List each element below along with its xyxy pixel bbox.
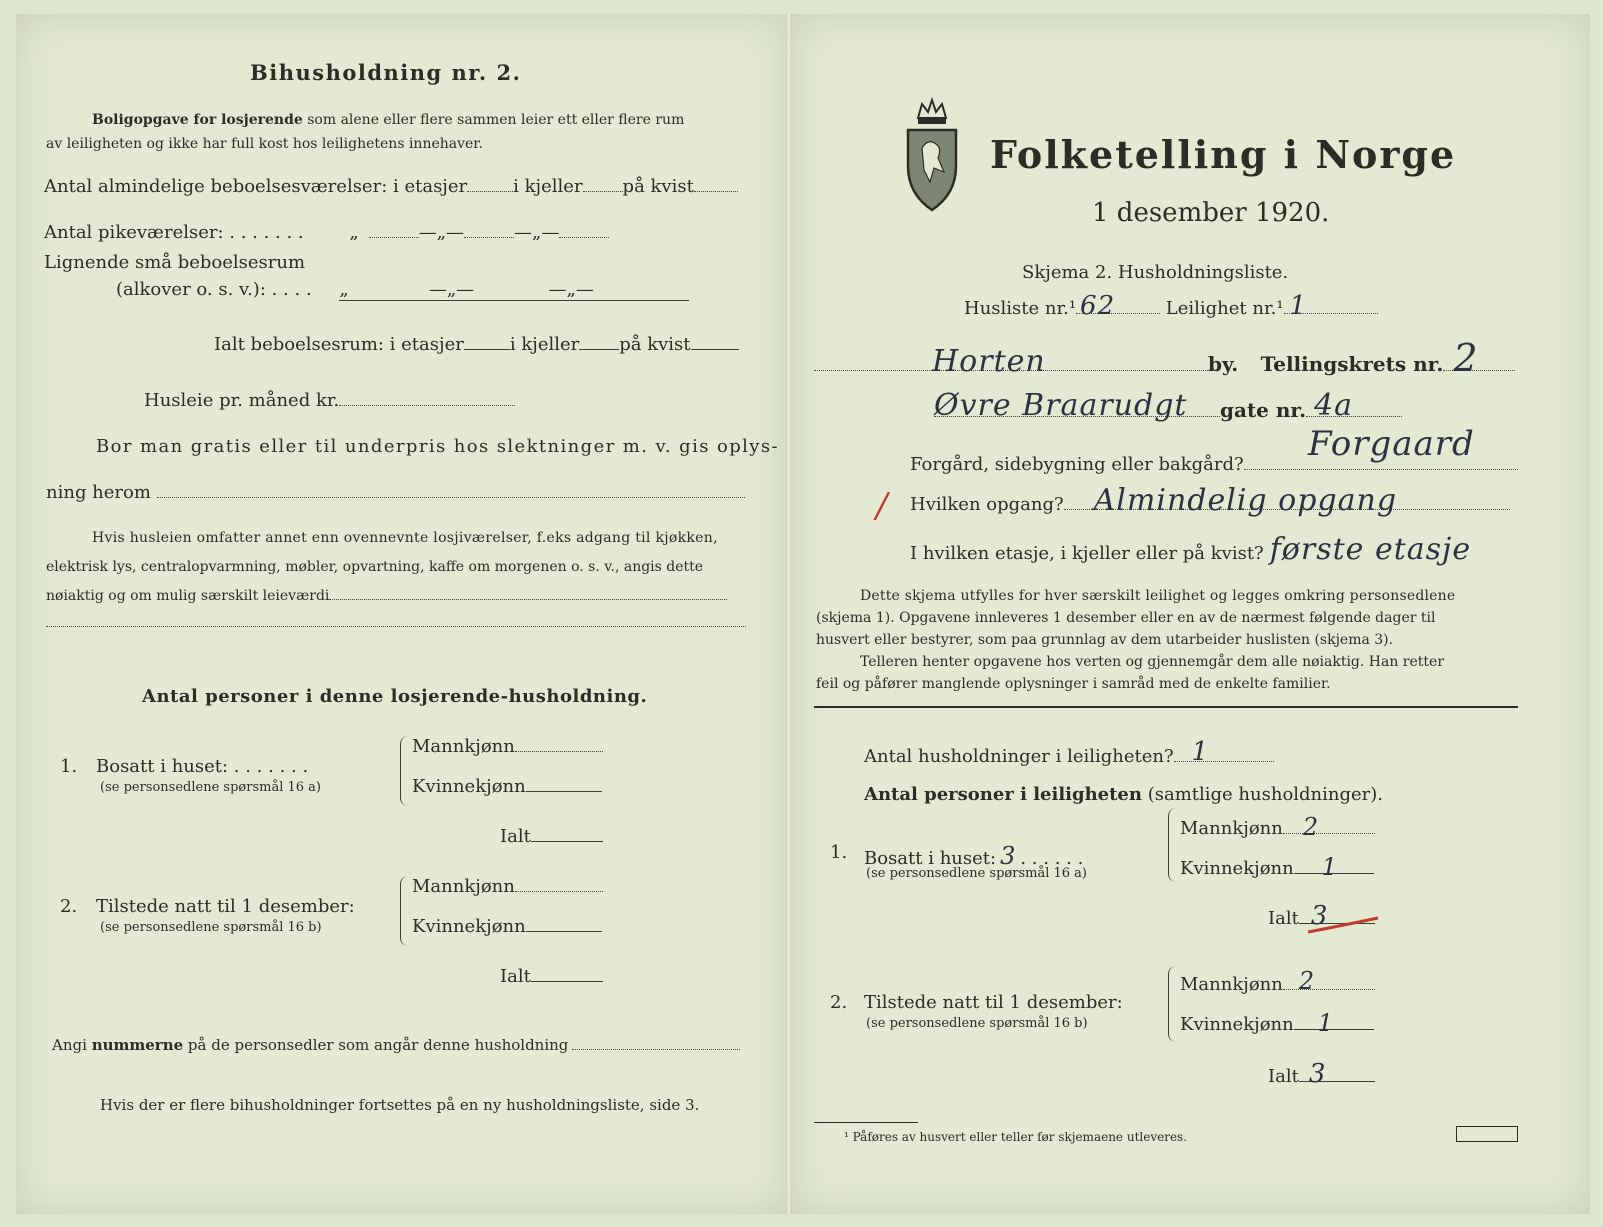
left-q2-brace — [400, 876, 411, 946]
lignende-row: (alkover o. s. v.): . . . . „ —„— —„— — [116, 279, 689, 301]
footnote: ¹ Påføres av husvert eller teller før skjemaene utleveres. — [844, 1130, 1188, 1144]
hvis-line3: nøiaktig og om mulig særskilt leieværdi — [46, 588, 727, 604]
husliste-row: Husliste nr.¹ 62 Leilighet nr.¹ 1 — [964, 298, 1378, 319]
right-q2-ialt: Ialt 3 — [1268, 1066, 1375, 1087]
right-q1-brace — [1168, 808, 1179, 882]
red-check-stroke — [1306, 914, 1380, 936]
left-q2-kvinne: Kvinnekjønn — [412, 916, 602, 937]
left-title: Bihusholdning nr. 2. — [250, 60, 522, 85]
left-q2-mann: Mannkjønn — [412, 876, 603, 897]
right-q2-kvinne: Kvinnekjønn 1 — [1180, 1014, 1374, 1035]
info-line1: Dette skjema utfylles for hver særskilt leilighet og legges omkring personsedlene — [860, 588, 1456, 604]
right-q1-num: 1. — [830, 842, 848, 863]
right-q2-label: Tilstede natt til 1 desember: — [864, 992, 1123, 1013]
left-q1-ialt: Ialt — [500, 826, 603, 847]
left-q1-label: Bosatt i huset: . . . . . . . — [96, 756, 309, 777]
right-q2-mann: Mannkjønn 2 — [1180, 974, 1375, 995]
left-footer: Hvis der er flere bihusholdninger fortsettes på en ny husholdningsliste, side 3. — [100, 1096, 700, 1114]
left-q1-num: 1. — [60, 756, 78, 777]
left-q2-num: 2. — [60, 896, 78, 917]
forgard-row: Forgård, sidebygning eller bakgård? — [910, 454, 1518, 475]
left-intro: Boligopgave for losjerende som alene eller flere sammen leier ett eller flere rum — [92, 112, 685, 128]
by-row: Horten by. Tellingskrets nr. 2 — [814, 352, 1515, 376]
red-tick-mark: / — [876, 486, 889, 526]
lignende-label: Lignende små beboelsesrum — [44, 252, 306, 273]
bor-man-line1: Bor man gratis eller til underpris hos slektninger m. v. gis oplys- — [96, 436, 779, 457]
rooms-row: Antal almindelige beboelsesværelser: i etasjer i kjeller på kvist — [44, 176, 738, 197]
angi-row: Angi nummerne på de personsedler som angår denne husholdning — [52, 1036, 740, 1054]
hvis-line1: Hvis husleien omfatter annet enn ovennevnte losjiværelser, f.eks adgang til kjøkken, — [92, 530, 718, 546]
section-rule — [814, 706, 1518, 708]
right-q1-mann: Mannkjønn 2 — [1180, 818, 1375, 839]
bor-man-line2: ning herom — [46, 482, 745, 503]
right-q2-num: 2. — [830, 992, 848, 1013]
left-q2-ialt: Ialt — [500, 966, 603, 987]
footnote-rule — [814, 1122, 918, 1123]
right-q1-label: Bosatt i huset: 3 . . . . . . — [864, 842, 1084, 870]
left-q1-mann: Mannkjønn — [412, 736, 603, 757]
coat-of-arms-icon — [904, 96, 960, 214]
census-date: 1 desember 1920. — [1092, 198, 1330, 228]
gate-row: Øvre Braarudgt gate nr. 4a — [934, 398, 1402, 422]
left-q1-sub: (se personsedlene spørsmål 16 a) — [100, 780, 321, 795]
left-q2-label: Tilstede natt til 1 desember: — [96, 896, 355, 917]
ialt-rooms-row: Ialt beboelsesrum: i etasjer i kjeller på kvist — [214, 334, 739, 355]
antal-hus-row: Antal husholdninger i leiligheten? 1 — [864, 746, 1274, 767]
hvis-line2: elektrisk lys, centralopvarmning, møbler, opvartning, kaffe om morgenen o. s. v., angis dette — [46, 559, 704, 575]
right-page — [790, 14, 1590, 1214]
info-line3: husvert eller bestyrer, som paa grunnlag av dem utarbeider huslisten (skjema 3). — [816, 632, 1394, 648]
right-title: Folketelling i Norge — [990, 132, 1457, 177]
info-line4: Telleren henter opgavene hos verten og gjennemgår dem alle nøiaktig. Han retter — [860, 654, 1445, 670]
forgard-value: Forgaard — [1308, 424, 1475, 464]
pike-row: Antal pikeværelser: . . . . . . . „ —„— —„— — [44, 222, 609, 243]
right-q1-ialt: Ialt 3 — [1268, 908, 1375, 929]
info-line5: feil og påfører manglende oplysninger i samråd med de enkelte familier. — [816, 676, 1331, 692]
right-q2-sub: (se personsedlene spørsmål 16 b) — [866, 1016, 1088, 1031]
right-q1-sub: (se personsedlene spørsmål 16 a) — [866, 866, 1087, 881]
printer-stamp — [1456, 1126, 1518, 1142]
husleie-row: Husleie pr. måned kr. — [144, 390, 515, 411]
left-q1-kvinne: Kvinnekjønn — [412, 776, 602, 797]
left-page — [16, 14, 788, 1214]
right-q1-kvinne: Kvinnekjønn 1 — [1180, 858, 1374, 879]
etasje-row: I hvilken etasje, i kjeller eller på kvist? første etasje — [910, 532, 1472, 567]
right-q2-brace — [1168, 966, 1179, 1042]
left-antal-heading: Antal personer i denne losjerende-husholdning. — [142, 686, 648, 707]
left-intro-line2: av leiligheten og ikke har full kost hos leilighetens innehaver. — [46, 136, 483, 152]
left-q1-brace — [400, 736, 411, 806]
skjema-label: Skjema 2. Husholdningsliste. — [1022, 262, 1289, 283]
antal-pers-heading: Antal personer i leiligheten (samtlige husholdninger). — [864, 784, 1384, 805]
opgang-row: Hvilken opgang? Almindelig opgang — [910, 494, 1510, 515]
left-q2-sub: (se personsedlene spørsmål 16 b) — [100, 920, 322, 935]
info-line2: (skjema 1). Opgavene innleveres 1 desember eller en av de nærmest følgende dager til — [816, 610, 1436, 626]
blank-line — [46, 626, 746, 627]
